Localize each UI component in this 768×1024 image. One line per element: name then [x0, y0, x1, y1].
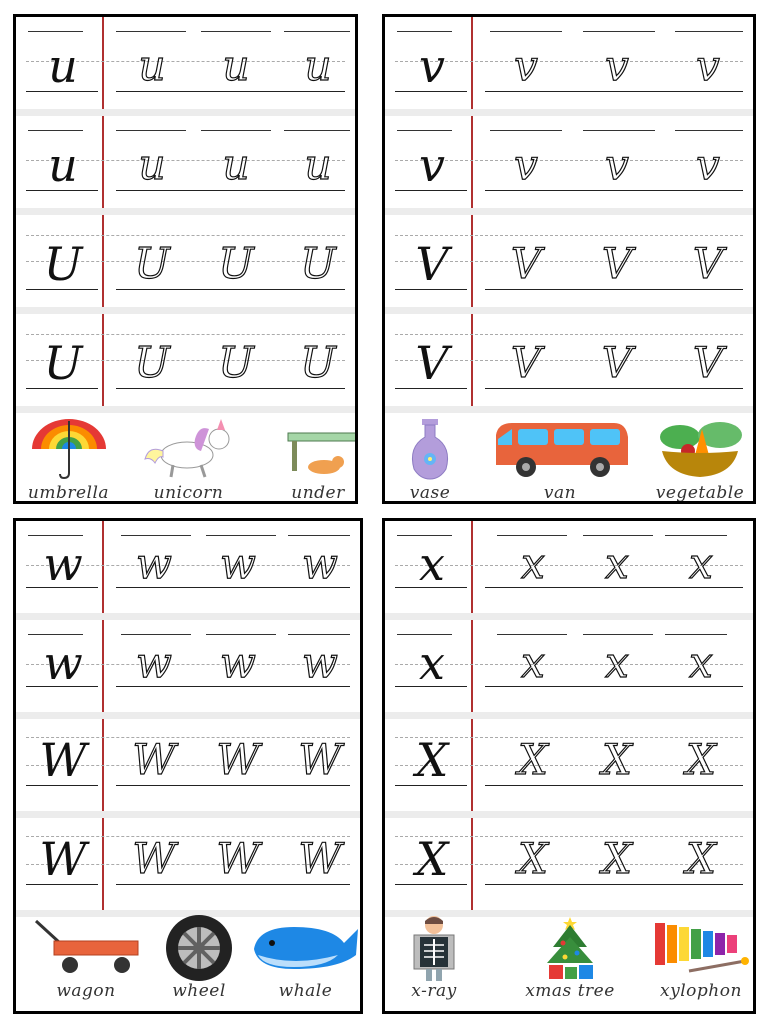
christmas-tree-icon: [535, 913, 605, 983]
trace-letter[interactable]: w: [220, 638, 256, 687]
trace-letter[interactable]: X: [602, 735, 632, 784]
model-letter: V: [415, 237, 449, 291]
model-letter: W: [39, 733, 87, 787]
picture-word: xmas tree: [525, 981, 615, 1001]
picture-strip: [16, 413, 355, 504]
trace-letter[interactable]: V: [601, 239, 633, 288]
trace-letter[interactable]: w: [220, 539, 256, 588]
trace-letter[interactable]: x: [605, 638, 629, 687]
trace-letter[interactable]: U: [300, 239, 336, 288]
trace-letter[interactable]: V: [692, 338, 724, 387]
trace-letter[interactable]: W: [132, 735, 176, 784]
trace-letter[interactable]: x: [521, 539, 545, 588]
model-letter: u: [48, 138, 78, 192]
trace-letter[interactable]: x: [689, 539, 713, 588]
trace-letter[interactable]: v: [514, 41, 538, 90]
tracing-row: [385, 620, 753, 719]
margin-line: [102, 17, 104, 109]
trace-letter[interactable]: V: [692, 239, 724, 288]
picture-word: wagon: [56, 981, 116, 1001]
model-letter: U: [43, 336, 83, 390]
picture-strip: [385, 413, 753, 504]
worksheet-card-x: [382, 518, 756, 1014]
picture-whale: [248, 913, 363, 1003]
tracing-rows: [385, 17, 753, 413]
trace-letter[interactable]: U: [218, 239, 254, 288]
trace-letter[interactable]: W: [132, 834, 176, 883]
unicorn-icon: [139, 415, 239, 481]
model-letter: w: [43, 636, 83, 690]
picture-strip: [16, 911, 360, 1011]
trace-letter[interactable]: u: [138, 140, 166, 189]
tracing-row: [385, 818, 753, 917]
wheel-icon: [164, 913, 234, 983]
trace-letter[interactable]: v: [605, 41, 629, 90]
trace-letter[interactable]: u: [222, 140, 250, 189]
model-letter: x: [419, 636, 445, 690]
tracing-row: [16, 620, 360, 719]
trace-letter[interactable]: U: [218, 338, 254, 387]
picture-van: [485, 415, 635, 504]
trace-letter[interactable]: V: [510, 338, 542, 387]
margin-line: [471, 620, 473, 712]
trace-letter[interactable]: w: [136, 539, 172, 588]
trace-letter[interactable]: W: [216, 735, 260, 784]
vase-icon: [400, 415, 460, 481]
trace-letter[interactable]: U: [134, 239, 170, 288]
model-letter: u: [48, 39, 78, 93]
trace-letter[interactable]: V: [601, 338, 633, 387]
trace-letter[interactable]: v: [696, 41, 720, 90]
picture-word: xylophon: [660, 981, 742, 1001]
picture-word: umbrella: [27, 483, 110, 503]
picture-wagon: [26, 913, 146, 1003]
trace-letter[interactable]: W: [298, 735, 342, 784]
trace-letter[interactable]: W: [216, 834, 260, 883]
margin-line: [471, 17, 473, 109]
tracing-row: [16, 314, 355, 413]
model-letter: X: [415, 733, 449, 787]
margin-line: [102, 116, 104, 208]
vegetable-bowl-icon: [650, 415, 750, 481]
worksheet-card-w: [13, 518, 363, 1014]
tracing-rows: [385, 521, 753, 917]
margin-line: [102, 620, 104, 712]
margin-line: [102, 521, 104, 613]
margin-line: [471, 521, 473, 613]
model-letter: w: [43, 537, 83, 591]
model-letter: X: [415, 832, 449, 886]
trace-letter[interactable]: V: [510, 239, 542, 288]
picture-wheel: [154, 913, 244, 1003]
picture-vase: [385, 415, 475, 504]
tracing-row: [385, 314, 753, 413]
trace-letter[interactable]: u: [222, 41, 250, 90]
model-letter: v: [419, 39, 445, 93]
worksheet-card-v: [382, 14, 756, 504]
tracing-row: [16, 17, 355, 116]
trace-letter[interactable]: v: [514, 140, 538, 189]
trace-letter[interactable]: U: [300, 338, 336, 387]
trace-letter[interactable]: X: [518, 735, 548, 784]
picture-word: vase: [409, 483, 451, 503]
trace-letter[interactable]: u: [304, 140, 332, 189]
trace-letter[interactable]: w: [302, 539, 338, 588]
trace-letter[interactable]: X: [518, 834, 548, 883]
trace-letter[interactable]: u: [138, 41, 166, 90]
tracing-row: [16, 521, 360, 620]
tracing-row: [16, 116, 355, 215]
picture-word: whale: [278, 981, 333, 1001]
picture-word: x-ray: [411, 981, 457, 1001]
wagon-icon: [26, 913, 146, 979]
picture-unicorn: [136, 415, 241, 504]
picture-word: unicorn: [153, 483, 224, 503]
trace-letter[interactable]: x: [521, 638, 545, 687]
x-ray-icon: [404, 913, 464, 983]
trace-letter[interactable]: x: [689, 638, 713, 687]
picture-vegetable: [647, 415, 753, 504]
picture-xmas-tree: [515, 913, 625, 1003]
worksheet-card-u: [13, 14, 358, 504]
picture-word: van: [543, 483, 577, 503]
umbrella-icon: [24, 415, 114, 481]
trace-letter[interactable]: W: [298, 834, 342, 883]
picture-word: under: [291, 483, 345, 503]
tracing-row: [385, 116, 753, 215]
picture-x-ray: [389, 913, 479, 1003]
picture-under: [278, 415, 358, 504]
trace-letter[interactable]: u: [304, 41, 332, 90]
trace-letter[interactable]: U: [134, 338, 170, 387]
trace-letter[interactable]: x: [605, 539, 629, 588]
model-letter: V: [415, 336, 449, 390]
tracing-rows: [16, 17, 355, 413]
picture-strip: [385, 911, 753, 1011]
model-letter: v: [419, 138, 445, 192]
tracing-row: [16, 215, 355, 314]
trace-letter[interactable]: v: [605, 140, 629, 189]
tracing-row: [16, 719, 360, 818]
tracing-row: [16, 818, 360, 917]
tracing-row: [385, 17, 753, 116]
trace-letter[interactable]: X: [602, 834, 632, 883]
tracing-row: [385, 215, 753, 314]
trace-letter[interactable]: X: [686, 834, 716, 883]
model-letter: x: [419, 537, 445, 591]
trace-letter[interactable]: v: [696, 140, 720, 189]
margin-line: [471, 116, 473, 208]
table-with-dog-icon: [278, 415, 358, 481]
trace-letter[interactable]: w: [302, 638, 338, 687]
model-letter: U: [43, 237, 83, 291]
tracing-rows: [16, 521, 360, 917]
picture-word: wheel: [172, 981, 226, 1001]
trace-letter[interactable]: X: [686, 735, 716, 784]
model-letter: W: [39, 832, 87, 886]
whale-icon: [248, 913, 363, 979]
trace-letter[interactable]: w: [136, 638, 172, 687]
picture-xylophone: [647, 913, 755, 1003]
picture-word: vegetable: [655, 483, 745, 503]
tracing-row: [385, 521, 753, 620]
picture-umbrella: [16, 415, 121, 504]
xylophone-icon: [649, 913, 753, 979]
tracing-row: [385, 719, 753, 818]
van-icon: [488, 415, 633, 481]
